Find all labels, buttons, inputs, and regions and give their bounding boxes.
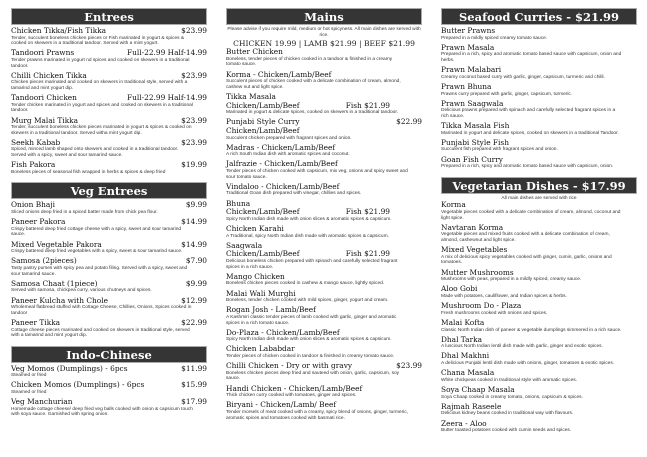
item-name-row bbox=[11, 365, 207, 374]
item-name: Tikka Masala Fish bbox=[441, 121, 510, 131]
item-price: $19.99 bbox=[181, 160, 207, 170]
item-name: Mushroom Do - Plaza bbox=[441, 301, 522, 311]
item-alt-price: Fish $21.99 bbox=[345, 100, 390, 110]
item-subname-row bbox=[226, 102, 422, 111]
item-name-row bbox=[11, 297, 207, 306]
item-description: Boneless pieces of seasonal fish wrapped in herbs & spices & deep fried bbox=[11, 169, 166, 175]
item-name-row bbox=[11, 218, 207, 227]
item-price: $14.99 bbox=[181, 239, 207, 249]
section-header: Vegetarian Dishes - $17.99 bbox=[441, 177, 637, 194]
item-description: Steamed or fried bbox=[11, 390, 47, 396]
item-name-row bbox=[441, 246, 637, 255]
item-subname: Chicken/Lamb/Beef bbox=[226, 207, 300, 217]
item-name: Tandoori Chicken bbox=[11, 93, 77, 103]
item-description: Creamy coconut based curry with garlic, ginger, capsicum, turmeric and chilli. bbox=[441, 74, 605, 80]
item-name-row bbox=[226, 160, 422, 169]
menu-item bbox=[441, 122, 637, 136]
item-subname-row bbox=[226, 127, 422, 136]
section-note: All main dishes are served with rice bbox=[501, 195, 577, 201]
item-name-row bbox=[11, 257, 207, 266]
menu-column-right bbox=[441, 8, 637, 436]
item-name-row bbox=[11, 117, 207, 126]
item-description: Prepared in a rich, spicy and aromatic tomato based sauce with capsicum, onion and herbs. bbox=[441, 52, 622, 63]
item-name: Samosa Chaat (1piece) bbox=[11, 278, 98, 288]
menu-item bbox=[11, 297, 207, 317]
section-header: Mains bbox=[226, 8, 422, 25]
menu-section bbox=[441, 177, 637, 434]
menu-item bbox=[226, 362, 422, 382]
item-subname: Chicken/Lamb/Beef bbox=[226, 249, 300, 259]
menu-item bbox=[441, 139, 637, 153]
item-description: Crispy battered deep fried cottage cheese with a spicy, sweet and sour tamarind sauce. bbox=[11, 226, 182, 238]
menu-item bbox=[441, 66, 637, 80]
menu-item bbox=[441, 156, 637, 170]
menu-item bbox=[11, 49, 207, 69]
item-description: Tender morsels of meat cooked with a creamy, spicy blend of onions, ginger, turmeric, aromatic spices and tomatoes cooked with basmati rice. bbox=[226, 410, 409, 421]
section-header: Indo-Chinese bbox=[11, 346, 207, 363]
item-price: $11.99 bbox=[181, 363, 207, 373]
item-name-row bbox=[226, 329, 422, 338]
item-name-row bbox=[11, 201, 207, 210]
item-name-row bbox=[226, 345, 422, 354]
menu-item bbox=[226, 160, 422, 180]
menu-section bbox=[226, 8, 422, 421]
menu-section bbox=[441, 8, 637, 170]
item-description: Marinated in yogurt & delicate spices, cooked on skewers in a traditional tandoor. bbox=[226, 110, 398, 116]
item-description: Butter toasted potatoes cooked with cumin seeds and spices. bbox=[441, 428, 572, 434]
item-name: Chicken Karahi bbox=[226, 224, 284, 233]
item-name: Aloo Gobi bbox=[441, 284, 478, 294]
item-name: Chicken Tikka/Fish Tikka bbox=[11, 26, 107, 35]
item-name: Korma - Chicken/Lamb/Beef bbox=[226, 69, 332, 79]
item-description: Tender, succulent boneless chicken pieces or Fish marinated in yogurt & spices & cooked on skewers in a traditional tandoor. Served with a mint yogurt. bbox=[11, 35, 185, 47]
item-name-row bbox=[11, 241, 207, 250]
item-name-row bbox=[441, 269, 637, 278]
item-name-row bbox=[441, 386, 637, 395]
item-name: Soya Chaap Masala bbox=[441, 385, 515, 395]
menu-item bbox=[226, 183, 422, 197]
menu-item bbox=[11, 319, 207, 339]
item-subname-row bbox=[226, 208, 422, 217]
item-description: Tender chicken marinated in yogurt and spices and cooked on skewers in a traditional tandoor. bbox=[11, 102, 193, 114]
menu-item bbox=[226, 118, 422, 141]
item-description: Succulent chicken prepared with fragrant spices and onion. bbox=[226, 135, 352, 141]
menu-item bbox=[11, 280, 207, 294]
menu-item bbox=[226, 93, 422, 116]
item-description: Tender pieces of chicken cooked in tandoor & finished in creamy tomato sauce. bbox=[226, 354, 395, 360]
item-name-row bbox=[11, 381, 207, 390]
menu-item bbox=[441, 246, 637, 266]
item-description: Cottage cheese pieces marinated and cooked on skewers in traditional style, served with a tamarind and mint yogurt dip. bbox=[11, 327, 190, 339]
item-description: A Traditional, spicy North Indian dish made with aromatic spices & capsicum. bbox=[226, 233, 389, 239]
menu-item bbox=[226, 144, 422, 158]
menu-item bbox=[226, 242, 422, 270]
item-name: Punjabi Style Curry bbox=[226, 117, 300, 127]
item-name: Madras - Chicken/Lamb/Beef bbox=[226, 142, 336, 152]
item-name: Chana Masala bbox=[441, 368, 495, 378]
item-description: Boneless chicken pieces cooked in cashew & mango sauce, lightly spiced. bbox=[226, 281, 385, 287]
item-name-row bbox=[11, 94, 207, 103]
menu-section bbox=[11, 182, 207, 338]
item-name: Prawn Saagwala bbox=[441, 98, 504, 108]
section-header: Veg Entrees bbox=[11, 182, 207, 199]
item-name: Dhal Makhni bbox=[441, 351, 490, 361]
item-description: Mushrooms with peas, prepared in a mildly spiced, creamy sauce. bbox=[441, 277, 582, 283]
item-description: Fresh mushrooms cooked with onions and spices. bbox=[441, 310, 548, 316]
item-name: Rogan Josh - Lamb/Beef bbox=[226, 305, 316, 315]
item-price: $23.99 bbox=[181, 70, 207, 80]
menu-item bbox=[11, 94, 207, 114]
menu-column-middle bbox=[226, 8, 422, 424]
item-price: $12.99 bbox=[181, 295, 207, 305]
item-name-row bbox=[441, 285, 637, 294]
menu-item bbox=[441, 224, 637, 244]
item-description: A luscious North Indian lentil dish made with garlic, ginger and exotic spices. bbox=[441, 344, 603, 350]
item-name: Chicken Momos (Dumplings) - 6pcs bbox=[11, 380, 145, 390]
item-subname-row bbox=[226, 250, 422, 259]
item-price: $22.99 bbox=[396, 117, 422, 127]
item-description: A rich South Indian dish with aromatic spices and coconut. bbox=[226, 152, 350, 158]
item-name-row bbox=[226, 225, 422, 234]
menu-item bbox=[11, 27, 207, 47]
item-name-row bbox=[226, 362, 422, 371]
item-name: Murg Malai Tikka bbox=[11, 115, 79, 125]
menu-item bbox=[226, 200, 422, 223]
item-name: Malai Wali Murghi bbox=[226, 288, 296, 298]
item-description: Succulent fish prepared with fragrant spices and onion. bbox=[441, 147, 558, 153]
item-description: Prepared in a rich, spicy and aromatic tomato based sauce with capsicum, onion. bbox=[441, 164, 614, 170]
item-description: Steamed or fried bbox=[11, 373, 47, 379]
item-description: Prawns curry prepared with garlic, ginger, capsicum, turmeric. bbox=[441, 91, 573, 97]
item-description: Tender, succulent boneless chicken pieces marinated in yogurt & spices & cooked on skewers in a traditional tandoor. Served witha mint yogurt dip. bbox=[11, 125, 192, 136]
item-name: Mutter Mushrooms bbox=[441, 267, 514, 277]
item-name: Chilli Chicken - Dry or with gravy bbox=[226, 361, 353, 371]
menu-column-left bbox=[11, 8, 207, 421]
item-name: Prawn Bhuna bbox=[441, 81, 492, 91]
item-price: $23.99 bbox=[396, 361, 422, 371]
item-name: Seekh Kabab bbox=[11, 137, 61, 147]
item-description: Prepared in a mildly spiced creamy tomato sauce. bbox=[441, 35, 548, 41]
item-description: Crispy battered deep fried vegetables with a spicy, sweet & sour tamarind sauce. bbox=[11, 249, 183, 255]
menu-item bbox=[11, 398, 207, 418]
item-name: Do-Plaza - Chicken/Lamb/Beef bbox=[226, 327, 340, 337]
item-name: Jalfrazie - Chicken/Lamb/Beef bbox=[226, 159, 338, 169]
item-name: Bhuna bbox=[226, 198, 251, 208]
item-description: A mix of delicious spicy vegetables cooked with ginger, cumin, garlic, onions and tomatoes. bbox=[441, 254, 612, 266]
menu-item bbox=[226, 290, 422, 304]
item-description: Tender pieces of chicken cooked with capsicum, mix veg, onions and spicy sweet and sour tomato sauce. bbox=[226, 169, 408, 180]
menu-item bbox=[441, 100, 637, 120]
item-name: Tikka Masala bbox=[226, 91, 276, 101]
item-name: Samosa (2pieces) bbox=[11, 256, 77, 266]
item-name-row bbox=[11, 319, 207, 328]
menu-item bbox=[441, 44, 637, 64]
item-description: Thick chicken curry cooked with tomatoes, ginger and spices. bbox=[226, 393, 357, 399]
item-name: Chicken Lababdar bbox=[226, 344, 295, 354]
item-price: $7.90 bbox=[185, 256, 207, 266]
menu-item bbox=[226, 306, 422, 326]
item-name-row bbox=[441, 319, 637, 328]
menu-item bbox=[11, 161, 207, 175]
item-description: Classic North Indian dish of paneer & vegetable dumplings simmered in a rich sauce. bbox=[441, 327, 622, 333]
item-description: Boneless, tender chicken cooked with mild spices, ginger, yogurt and cream. bbox=[226, 298, 389, 304]
item-name-row bbox=[441, 66, 637, 75]
item-name-row bbox=[226, 290, 422, 299]
menu-section bbox=[11, 8, 207, 175]
item-subname: Chicken/Lamb/Beef bbox=[226, 100, 300, 110]
item-name-row bbox=[441, 352, 637, 361]
item-name: Butter Prawns bbox=[441, 26, 496, 35]
item-description: White chickpeas cooked in traditional style with aromatic spices. bbox=[441, 377, 577, 383]
menu-item bbox=[441, 386, 637, 400]
section-price-bar: CHICKEN 19.99 | LAMB $21.99 | BEEF $21.99 bbox=[233, 39, 415, 49]
item-name-row bbox=[226, 48, 422, 57]
menu-item bbox=[226, 385, 422, 399]
item-name: Vindaloo - Chicken/Lamb/Beef bbox=[226, 181, 340, 191]
item-description: Made with potatoes, cauliflower, and Indian spices & herbs. bbox=[441, 293, 567, 299]
item-description: A delicious Punjabi lentil dish made with onions, ginger, tomatoes & exotic spices. bbox=[441, 361, 615, 367]
item-name-row bbox=[441, 302, 637, 311]
menu-item bbox=[226, 71, 422, 91]
item-name: Onion Bhaji bbox=[11, 200, 55, 210]
item-description: Wholemeal flatbread stuffed with Cottage Cheese, Chillies, Onions, Spices cooked in tandoor bbox=[11, 305, 192, 316]
menu-item bbox=[226, 345, 422, 359]
menu-item bbox=[226, 225, 422, 239]
item-description: Boneless, tender pieces of chicken cooked in a tandoor & finished in a creamy tomato sauce. bbox=[226, 56, 393, 68]
item-name-row bbox=[11, 27, 207, 36]
item-name: Rajmah Raseele bbox=[441, 401, 502, 411]
menu-item bbox=[441, 336, 637, 350]
menu-item bbox=[11, 117, 207, 137]
item-name: Handi Chicken - Chicken/Lamb/Beef bbox=[226, 383, 363, 393]
item-description: Spicy North Indian dish made with onion slices & aromatic spices & capsicum. bbox=[226, 337, 392, 343]
item-name: Zeera - Aloo bbox=[441, 418, 487, 428]
item-name: Mango Chicken bbox=[226, 271, 285, 281]
section-header: Entrees bbox=[11, 8, 207, 25]
menu-item bbox=[226, 273, 422, 287]
item-name: Chilli Chicken Tikka bbox=[11, 70, 87, 80]
item-name-row bbox=[441, 369, 637, 378]
item-name: Goan Fish Curry bbox=[441, 154, 503, 164]
menu-item bbox=[441, 201, 637, 221]
item-name: Mixed Vegetables bbox=[441, 245, 508, 255]
item-name: Korma bbox=[441, 200, 466, 210]
item-name-row bbox=[226, 144, 422, 153]
item-description: Tender prawns marinated in yogurt nd spices and cooked on skewers in a traditional tandoor. bbox=[11, 57, 190, 69]
item-price: $23.99 bbox=[181, 115, 207, 125]
item-price: $23.99 bbox=[181, 26, 207, 35]
item-name-row bbox=[226, 71, 422, 80]
item-name-row bbox=[441, 420, 637, 429]
item-name: Tandoori Prawns bbox=[11, 48, 75, 58]
menu-item bbox=[11, 381, 207, 395]
item-description: Sliced onions deep fried in a spiced batter made from chick pea flour. bbox=[11, 210, 158, 216]
menu-item bbox=[441, 369, 637, 383]
item-price: $22.99 bbox=[181, 317, 207, 327]
item-name: Dhal Tarka bbox=[441, 334, 482, 344]
item-name: Punjabi Style Fish bbox=[441, 137, 509, 147]
item-name-row bbox=[441, 201, 637, 210]
item-price: Full-22.99 Half-14.99 bbox=[127, 93, 207, 103]
section-header: Seafood Curries - $21.99 bbox=[441, 8, 637, 25]
item-name: Veg Manchurian bbox=[11, 397, 73, 407]
item-description: Spicy North Indian dish made with onion slices & aromatic spices & capsicum. bbox=[226, 216, 392, 222]
item-description: Vegetable pieces cooked with a delicate combination of cream, almond, coconut and light spice. bbox=[441, 210, 621, 221]
item-name: Paneer Tikka bbox=[11, 317, 61, 327]
menu-item bbox=[11, 257, 207, 277]
item-name: Fish Pakora bbox=[11, 160, 56, 170]
item-name-row bbox=[441, 83, 637, 92]
menu-item bbox=[11, 365, 207, 379]
item-description: Delicious kidney beans cooked in traditional way with flavours. bbox=[441, 411, 574, 417]
menu-item bbox=[226, 48, 422, 68]
item-price: $15.99 bbox=[181, 380, 207, 390]
menu-item bbox=[11, 201, 207, 215]
item-description: Boneless chicken pieces deep fried and sauteed with onion, garlic, capsicum, soy sauce. bbox=[226, 370, 400, 382]
item-description: Served with samosa, chickpea curry, various chutneys and spices. bbox=[11, 288, 152, 294]
item-name-row bbox=[441, 336, 637, 345]
menu-item bbox=[441, 83, 637, 97]
item-name-row bbox=[441, 122, 637, 131]
item-name-row bbox=[226, 385, 422, 394]
item-name-row bbox=[11, 49, 207, 58]
menu-item bbox=[441, 302, 637, 316]
menu-item bbox=[11, 72, 207, 92]
item-price: $17.99 bbox=[181, 397, 207, 407]
item-name-row bbox=[441, 27, 637, 36]
menu-item bbox=[441, 285, 637, 299]
item-name: Paneer Kulcha with Chole bbox=[11, 295, 108, 305]
item-description: Soya Chaap cooked in creamy tomato, onions, capsicum & spices. bbox=[441, 394, 583, 400]
item-description: Traditional Goan dish prepared with vinegar, chillies and spices. bbox=[226, 191, 362, 197]
section-note: Please advise if you require mild, medium or hot spicyness. All main dishes are served with rice. bbox=[227, 27, 421, 38]
item-price: $9.99 bbox=[185, 278, 207, 288]
menu-section bbox=[11, 346, 207, 418]
item-description: Marinated in yogurt and delicate spices, cooked on skewers in a traditional Tandoor. bbox=[441, 130, 619, 136]
menu-item bbox=[441, 269, 637, 283]
item-description: Spiced, minced lamb shaped onto skewers and cooked in a traditional tandoor. Served with a spicy, sweet and sour tamarind sauce. bbox=[11, 147, 179, 159]
item-name-row bbox=[11, 398, 207, 407]
item-subname: Chicken/Lamb/Beef bbox=[226, 125, 300, 135]
item-name: Navtaran Korma bbox=[441, 222, 504, 232]
item-name-row bbox=[11, 161, 207, 170]
item-name: Malai Kofta bbox=[441, 317, 485, 327]
item-name: Saagwala bbox=[226, 240, 263, 250]
item-description: A Kashmiri classic tender pieces of lamb cooked with garlic, ginger and aromatic spices in a rich tomato sauce. bbox=[226, 314, 397, 326]
menu-item bbox=[226, 329, 422, 343]
item-description: Chicken pieces marinated and cooked on skewers in traditional style, served with a tamarind and mint yogurt dip. bbox=[11, 80, 188, 91]
item-name-row bbox=[441, 156, 637, 165]
menu-item bbox=[441, 420, 637, 434]
item-description: Vegetable pieces and mixed fruits cooked with a delicate combination of cream, almond, cashewnut and light spice. bbox=[441, 232, 610, 243]
menu-item bbox=[441, 27, 637, 41]
item-name-row bbox=[226, 401, 422, 410]
item-name: Paneer Pakora bbox=[11, 217, 66, 227]
item-description: Succulent pieces of chicken cooked with a delicate combination of cream, almond, cashew nut and light spice. bbox=[226, 79, 401, 90]
item-name: Butter Chicken bbox=[226, 47, 283, 57]
item-description: Homemade cottage cheese/ deep fried veg balls cooked with onion & capsicum touch with soya sauce. Garnished with spring onion. bbox=[11, 406, 193, 418]
item-name: Biryani - Chicken/Lamb/ Beef bbox=[226, 400, 337, 410]
item-price: $14.99 bbox=[181, 217, 207, 227]
item-description: Tasty pastry purses with spicy pea and potato filing. Served with a spicy, sweet and sour tamarind sauce. bbox=[11, 265, 188, 277]
menu-item bbox=[441, 352, 637, 366]
menu-item bbox=[11, 139, 207, 159]
item-description: Delicious boneless chicken prepared with spinach and carefully selected fragrant spices in a rich sauce. bbox=[226, 258, 398, 270]
menu-item bbox=[226, 401, 422, 421]
item-price: $23.99 bbox=[181, 137, 207, 147]
item-price: Full-22.99 Half-14.99 bbox=[127, 48, 207, 58]
menu-item bbox=[11, 218, 207, 238]
menu-item bbox=[441, 403, 637, 417]
menu-item bbox=[441, 319, 637, 333]
item-name: Veg Momos (Dumplings) - 6pcs bbox=[11, 363, 128, 373]
item-alt-price: Fish $21.99 bbox=[345, 207, 390, 217]
item-description: Delicious prawns prepared with spinach and carefully selected fragrant spices in a rich sauce. bbox=[441, 108, 616, 119]
item-name: Prawn Masala bbox=[441, 42, 495, 52]
item-name: Prawn Malabari bbox=[441, 65, 502, 75]
item-price: $9.99 bbox=[185, 200, 207, 210]
item-name-row bbox=[226, 306, 422, 315]
item-name: Mixed Vegetable Pakora bbox=[11, 239, 102, 249]
item-alt-price: Fish $21.99 bbox=[345, 249, 390, 259]
menu-item bbox=[11, 241, 207, 255]
